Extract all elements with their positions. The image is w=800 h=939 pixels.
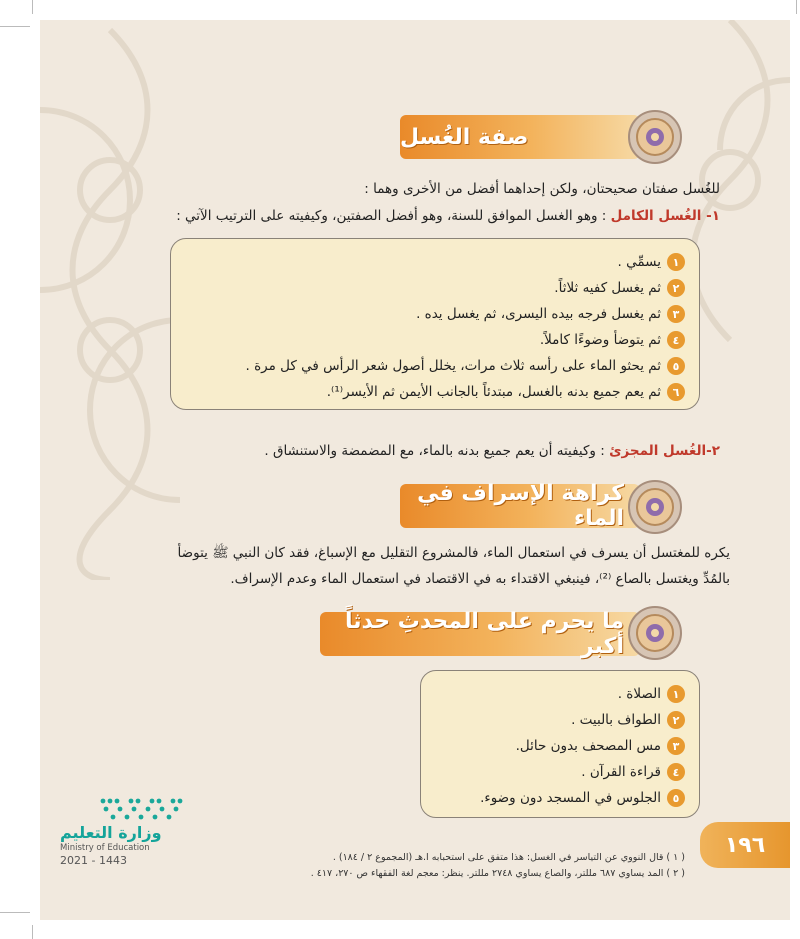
page-number: ١٩٦	[724, 832, 766, 858]
partial-ghusl-text: : وكيفيته أن يعم جميع بدنه بالماء، مع المضمضة والاستنشاق .	[264, 443, 605, 459]
crop-mark	[0, 26, 30, 27]
item-text: الجلوس في المسجد دون وضوء.	[480, 790, 661, 806]
list-item	[540, 331, 685, 349]
complete-ghusl-text: : وهو الغسل الموافق للسنة، وهو أفضل الصفتين، وكيفيته على الترتيب الآتي :	[176, 208, 607, 224]
step-number: ٥	[667, 357, 685, 375]
rosette-badge-icon	[626, 478, 684, 536]
footnote-2: ( ٢ ) المد يساوي ٦٨٧ مللتر، والصاع يساوي ٢٧٤٨ مللتر. ينظر: معجم لغة الفقهاء ص ٢٧٠، ٤١٧ .	[310, 868, 685, 879]
step-number: ٢	[667, 279, 685, 297]
crop-mark	[796, 0, 797, 14]
section-title-forbidden	[320, 609, 640, 659]
page-number-tab	[700, 822, 790, 868]
step-text: ثم يحثو الماء على رأسه ثلاث مرات، يخلل أصول شعر الرأس في كل مرة .	[245, 358, 661, 374]
partial-ghusl-label: ٢-الغُسل المجزئ	[609, 443, 720, 459]
edition-year: 2021 - 1443	[60, 854, 127, 867]
step-text: ثم يتوضأ وضوءًا كاملاً.	[539, 332, 661, 348]
step-text: ثم يغسل فرجه بيده اليسرى، ثم يغسل يده .	[416, 306, 661, 322]
list-item	[571, 711, 685, 729]
step-text: ثم يعم جميع بدنه بالغسل، مبتدئاً بالجانب الأيمن ثم الأيسر⁽¹⁾.	[326, 384, 661, 400]
step-text: يسمِّي .	[617, 254, 661, 270]
section-title-text: ما يحرم على المحدثِ حدثاً أكبر	[344, 609, 624, 659]
list-item	[618, 253, 685, 271]
item-number: ٣	[667, 737, 685, 755]
item-number: ٤	[667, 763, 685, 781]
list-item	[246, 357, 685, 375]
list-item	[516, 737, 685, 755]
ministry-name-english: Ministry of Education	[60, 843, 150, 853]
item-number: ١	[667, 685, 685, 703]
list-item	[416, 305, 685, 323]
complete-ghusl-label: ١- الغُسل الكامل	[610, 208, 720, 224]
section-title-text: كراهة الإسراف في الماء	[417, 481, 624, 531]
step-number: ٤	[667, 331, 685, 349]
forbidden-list-box	[420, 670, 700, 818]
list-item	[618, 685, 685, 703]
item-text: مس المصحف بدون حائل.	[515, 738, 661, 754]
section-title-israf	[400, 481, 640, 531]
item-text: قراءة القرآن .	[581, 764, 661, 780]
item-text: الطواف بالبيت .	[571, 712, 661, 728]
list-item	[581, 763, 685, 781]
israf-line-2: بالمُدِّ ويغتسل بالصاع ⁽²⁾، فينبغي الاقتداء به في الاقتصاد في استعمال الماء وعدم الإسراف.	[230, 571, 730, 587]
step-text: ثم يغسل كفيه ثلاثاً.	[554, 280, 661, 296]
footnote-1: ( ١ ) قال النووي عن التياسر في الغسل: هذا متفق على استحبابه ا.هـ (المجموع ٢ / ١٨٤) .	[332, 852, 685, 863]
ministry-dots-icon	[98, 795, 188, 823]
rosette-badge-icon	[626, 604, 684, 662]
ministry-name-arabic: وزارة التعليم	[60, 823, 162, 842]
item-number: ٢	[667, 711, 685, 729]
rosette-badge-icon	[626, 108, 684, 166]
crop-mark	[32, 0, 33, 14]
item-number: ٥	[667, 789, 685, 807]
step-number: ١	[667, 253, 685, 271]
ghusl-intro-text: للغُسل صفتان صحيحتان، ولكن إحداهما أفضل من الأخرى وهما :	[364, 181, 720, 197]
step-number: ٦	[667, 383, 685, 401]
crop-mark	[0, 912, 30, 913]
list-item	[554, 279, 685, 297]
item-text: الصلاة .	[617, 686, 661, 702]
ministry-logo	[60, 795, 170, 867]
list-item	[327, 383, 685, 401]
ghusl-steps-box	[170, 238, 700, 410]
complete-ghusl-paragraph	[60, 205, 720, 227]
arabesque-pattern	[40, 20, 180, 580]
step-number: ٣	[667, 305, 685, 323]
partial-ghusl-paragraph	[60, 440, 720, 462]
israf-line-1: يكره للمغتسل أن يسرف في استعمال الماء، فالمشروع التقليل مع الإسباغ، فقد كان النبي ﷺ يتوضأ	[177, 545, 730, 561]
crop-mark	[32, 925, 33, 939]
section-title-text: صفة الغُسل	[400, 124, 529, 150]
section-title-ghusl-description	[400, 115, 640, 159]
list-item	[480, 789, 685, 807]
